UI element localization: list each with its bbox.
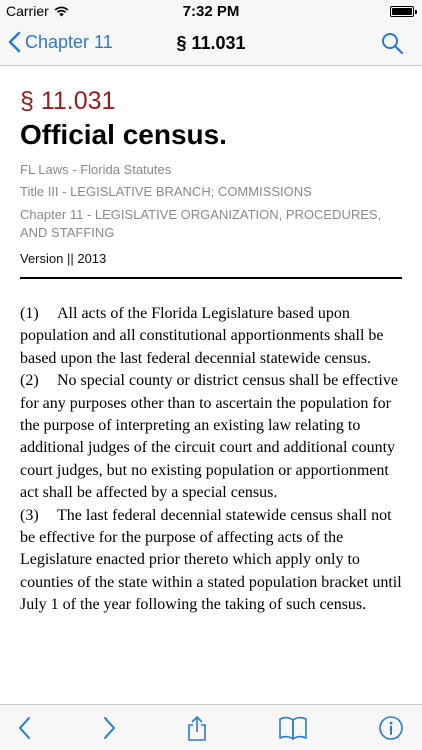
divider: [20, 277, 402, 279]
chapter-label: Chapter 11 - LEGISLATIVE ORGANIZATION, PROCEDURES, AND STAFFING: [20, 207, 382, 240]
carrier-label: Carrier: [6, 3, 49, 19]
statute-body: [20, 303, 402, 617]
chevron-left-icon[interactable]: [12, 715, 38, 741]
section-title: Official census.: [20, 119, 227, 150]
share-icon[interactable]: [184, 715, 210, 741]
paragraph-number: (1): [20, 305, 39, 322]
statute-content[interactable]: [0, 67, 422, 704]
status-bar: [0, 0, 422, 22]
paragraph-text: No special county or district census shall be effective for any purposes other than to ascertain the population for the purpose of interpreting an existing law relating to additional judges of the circuit court and additional county court judges, but no existing population or apportionment act shall be affected by a special census.: [20, 372, 398, 502]
battery-icon: [390, 6, 414, 17]
paragraph-text: The last federal decennial statewide census shall not be effective for the purpose of affecting acts of the Legislature enacted prior thereto which apply only to counties of the state within a stated population bracket until July 1 of the year following the taking of such census.: [20, 506, 402, 614]
law-label: FL Laws - Florida Statutes: [20, 162, 172, 177]
paragraph: [20, 370, 402, 504]
status-time: 7:32 PM: [182, 3, 240, 20]
search-icon[interactable]: [380, 31, 404, 55]
back-button-label: Chapter 11: [25, 31, 113, 52]
section-number: § 11.031: [20, 87, 116, 115]
page-title: § 11.031: [176, 33, 246, 53]
paragraph-number: (3): [20, 506, 39, 524]
paragraph-number: (2): [20, 372, 39, 390]
paragraph: [20, 303, 402, 370]
navigation-bar: [0, 22, 422, 66]
paragraph: [20, 505, 402, 617]
book-icon[interactable]: [278, 715, 308, 741]
chevron-right-icon[interactable]: [96, 715, 122, 741]
paragraph-text: All acts of the Florida Legislature based upon population and all constitutional apportionments shall be based upon the last federal decennial statewide census.: [20, 305, 384, 367]
title-label: Title III - LEGISLATIVE BRANCH; COMMISSIONS: [20, 184, 312, 199]
bottom-toolbar: [0, 704, 422, 750]
version-label: Version || 2013: [20, 251, 107, 266]
info-icon[interactable]: [378, 715, 404, 741]
